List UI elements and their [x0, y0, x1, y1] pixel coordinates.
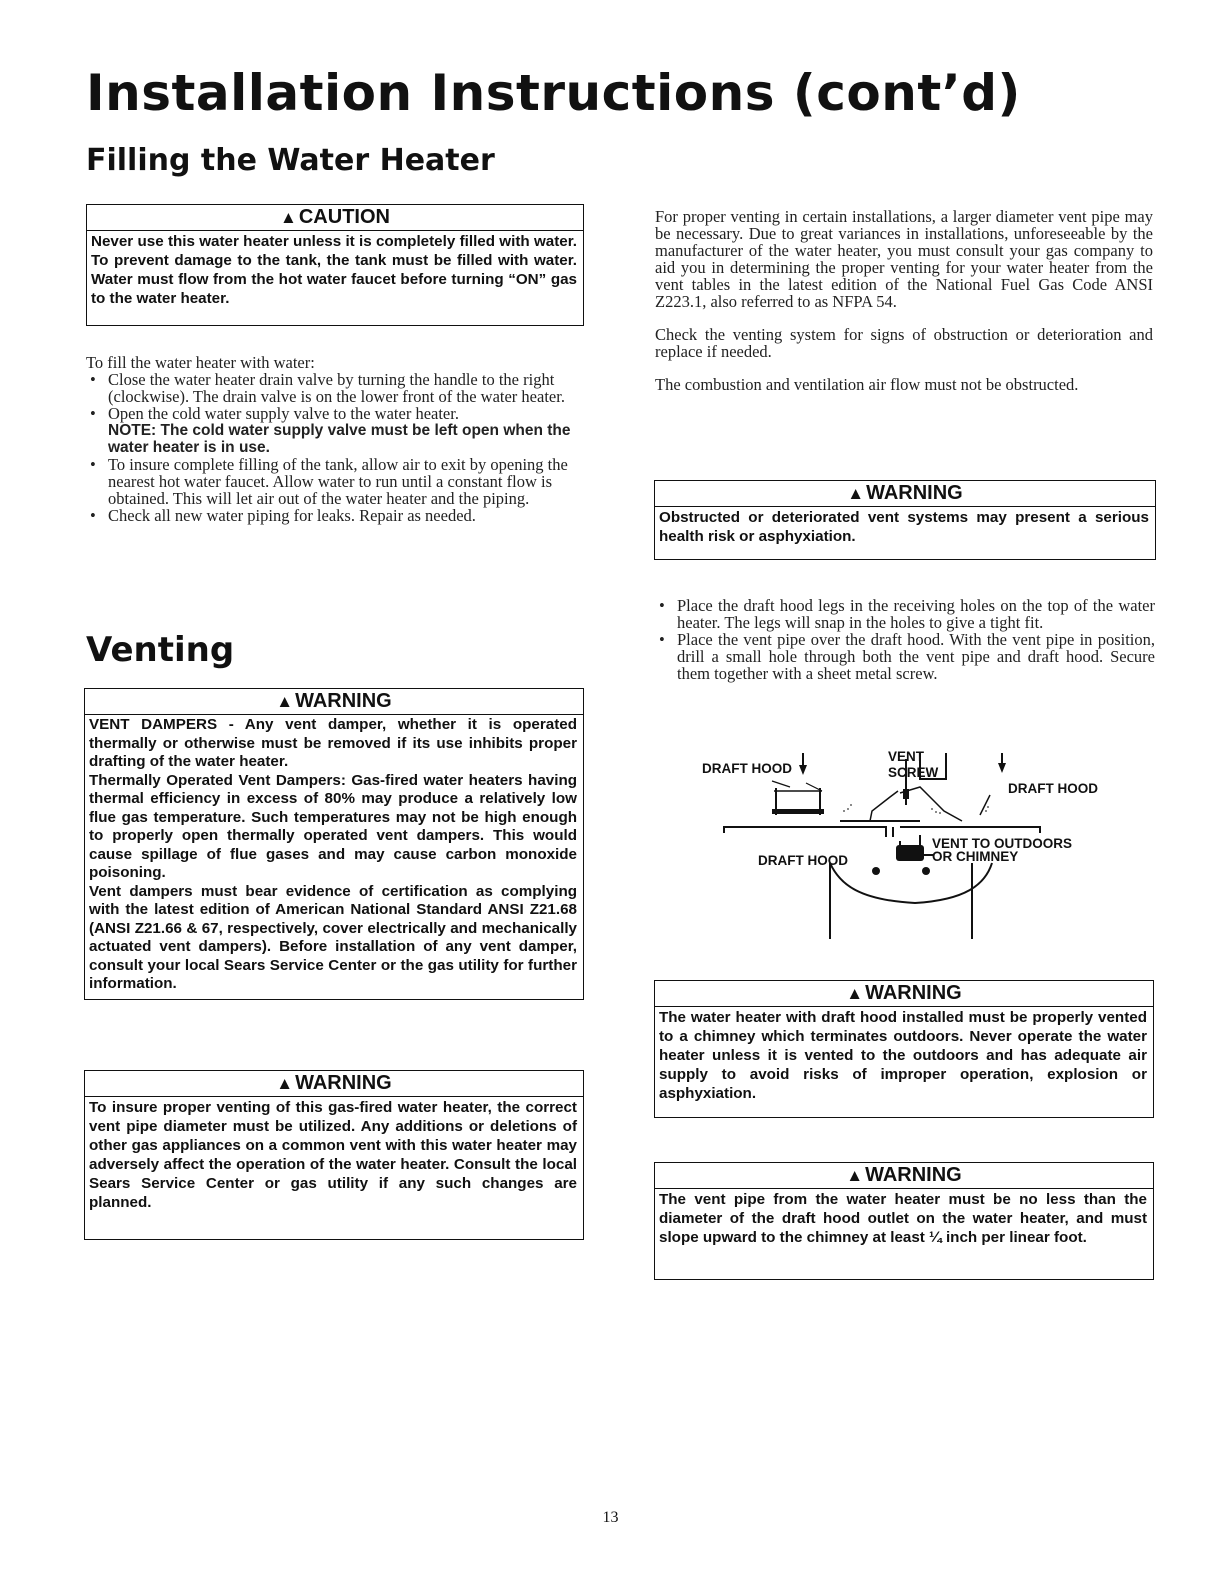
venting-warning-text [85, 715, 583, 998]
draft-hood-label-right: DRAFT HOOD [1008, 781, 1098, 796]
vent-screw-label [888, 749, 938, 781]
warning-label: WARNING [295, 690, 392, 712]
vent-outdoors-line1: VENT TO OUTDOORS [932, 836, 1073, 851]
warning-paragraph: Vent dampers must bear evidence of certification as complying with the latest edition of American National Standard ANSI Z21.68 (ANSI Z21.66 & 67, respectively, cover electrically and mechanically actuated vent dampers). Before installation of any vent damper, consult your local Sears Service Center or the gas utility for further information. [89, 882, 577, 992]
vent-outdoors-line2: OR CHIMNEY [932, 849, 1019, 864]
warning-header [655, 481, 1155, 507]
vent-outdoors-label [932, 837, 1072, 863]
filling-bullet-text: To insure complete filling of the tank, allow air to exit by opening the nearest hot water faucet. Allow water to run until a constant flow is obtained. This will let air out of the water heater and the piping. [108, 455, 568, 508]
page-title: Installation Instructions (cont’d) [86, 64, 1021, 122]
filling-bullet-text: Close the water heater drain valve by turning the handle to the right (clockwise). The drain valve is on the lower front of the water heater. [108, 370, 565, 406]
bullet-text: Place the vent pipe over the draft hood. With the vent pipe in position, drill a small hole through both the vent pipe and draft hood. Secure them together with a sheet metal screw. [677, 630, 1155, 683]
filling-heading: Filling the Water Heater [86, 143, 495, 178]
page-number: 13 [602, 1509, 619, 1526]
filling-bullet [86, 507, 586, 524]
obstruction-warning-box [654, 480, 1156, 560]
filling-instructions [86, 354, 586, 524]
caution-box [86, 204, 584, 326]
draft-hood-label-left: DRAFT HOOD [702, 761, 792, 776]
filling-bullet [86, 405, 586, 456]
pipe-diameter-warning-box [84, 1070, 584, 1240]
venting-warning-header [85, 689, 583, 715]
warning-header [85, 1071, 583, 1097]
caution-header [87, 205, 583, 231]
warning-text: To insure proper venting of this gas-fired water heater, the correct vent pipe diameter must be utilized. Any additions or deletions of other gas appliances on a common vent with this water heater may adversely affect the operation of the water heater. Consult the local Sears Service Center or gas utility if any such changes are planned. [89, 1099, 577, 1211]
filling-bullet-text: Open the cold water supply valve to the water heater. [108, 404, 459, 423]
warning-text: Obstructed or deteriorated vent systems may present a serious health risk or asphyxiation. [659, 509, 1149, 545]
filling-bullet-text: Check all new water piping for leaks. Repair as needed. [108, 506, 476, 525]
vent-pipe-warning-box [654, 1162, 1154, 1280]
filling-bullet [86, 371, 586, 405]
warning-triangle-icon: ▲ [276, 692, 294, 711]
draft-hood-bullet [655, 597, 1155, 631]
venting-paragraph: For proper venting in certain installations, a larger diameter vent pipe may be necessary. Due to great variances in installations, unforeseeable by the manufacturer of the water heater, you must consult your gas company to aid you in determining the proper venting for your water heater from the vent tables in the latest edition of the National Fuel Gas Code ANSI Z223.1, also referred to as NFPA 54. [655, 207, 1153, 311]
warning-text: The vent pipe from the water heater must be no less than the diameter of the draft hood outlet on the water heater, and must slope upward to the chimney at least ¼ inch per linear foot. [659, 1191, 1147, 1246]
warning-paragraph: VENT DAMPERS - Any vent damper, whether it is operated thermally or otherwise must be removed if its use inhibits proper drafting of the water heater. [89, 716, 577, 770]
warning-triangle-icon: ▲ [280, 208, 297, 227]
warning-triangle-icon: ▲ [276, 1074, 294, 1093]
caution-label: CAUTION [298, 206, 390, 228]
warning-paragraph: Thermally Operated Vent Dampers: Gas-fired water heaters having thermal efficiency in excess of 80% may produce a relatively low flue gas temperature. Such temperatures may not be high enough to properly open thermally operated vent dampers. This would cause spillage of flue gases and may cause carbon monoxide poisoning. [89, 771, 577, 881]
warning-triangle-icon: ▲ [846, 984, 864, 1003]
warning-label: WARNING [295, 1072, 392, 1094]
venting-paragraph: Check the venting system for signs of obstruction or deterioration and replace if needed. [655, 325, 1153, 361]
draft-hood-label-center: DRAFT HOOD [758, 853, 848, 868]
draft-hood-diagram [690, 745, 1160, 950]
draft-hood-bullet [655, 631, 1155, 682]
chimney-warning-box [654, 980, 1154, 1118]
draft-hood-instructions [655, 597, 1155, 682]
warning-label: WARNING [865, 982, 962, 1004]
warning-triangle-icon: ▲ [846, 1166, 864, 1185]
warning-label: WARNING [865, 1164, 962, 1186]
venting-heading: Venting [86, 630, 235, 670]
venting-warning-box [84, 688, 584, 1000]
filling-intro: To fill the water heater with water: [86, 353, 315, 372]
warning-triangle-icon: ▲ [847, 484, 865, 503]
warning-header [655, 981, 1153, 1007]
venting-paragraph: The combustion and ventilation air flow must not be obstructed. [655, 375, 1079, 394]
vent-label-line1: VENT [888, 749, 925, 764]
caution-text: Never use this water heater unless it is completely filled with water. To prevent damage to the tank, the tank must be filled with water. Water must flow from the hot water faucet before turning “ON” gas to the water heater. [91, 233, 577, 307]
filling-note: NOTE: The cold water supply valve must be left open when the water heater is in use. [108, 422, 571, 456]
bullet-text: Place the draft hood legs in the receiving holes on the top of the water heater. The legs will snap in the holes to give a tight fit. [677, 596, 1155, 632]
venting-paragraphs [655, 208, 1153, 409]
warning-label: WARNING [866, 482, 963, 504]
warning-text: The water heater with draft hood installed must be properly vented to a chimney which terminates outdoors. Never operate the water heater unless it is vented to the outdoors and has adequate air supply to avoid risks of improper operation, explosion or asphyxiation. [659, 1009, 1147, 1102]
warning-header [655, 1163, 1153, 1189]
filling-bullet [86, 456, 586, 507]
vent-label-line2: SCREW [888, 765, 939, 780]
